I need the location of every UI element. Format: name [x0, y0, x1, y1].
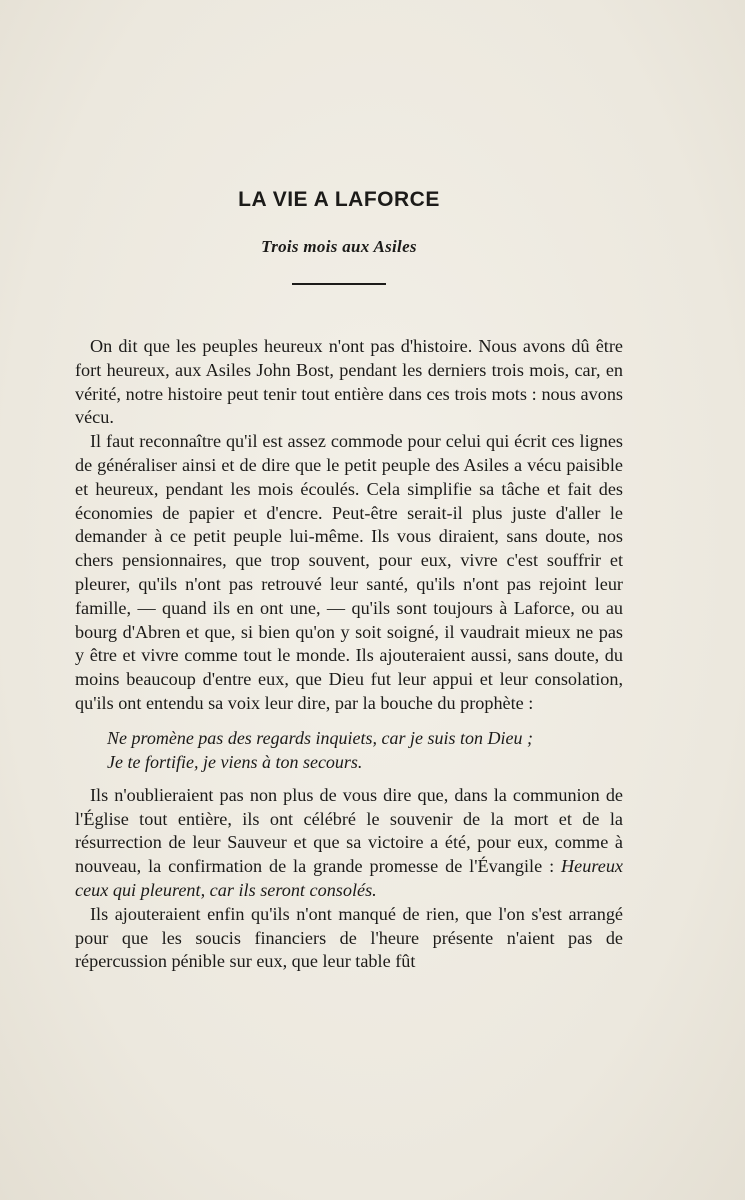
paragraph-2: Il faut reconnaître qu'il est assez commode pour celui qui écrit ces lignes de généraliser ainsi et de dire que le petit peuple des Asiles a vécu paisible et heureux, pendant les mois écoulés. Cela simplifie sa tâche et fait des économies de papier et d'encre. Peut-être serait-il plus juste d'aller le demander à ce petit peuple lui-même. Ils vous diraient, sans doute, nos chers pensionnaires, que trop souvent, pour eux, vivre c'est souffrir et pleurer, qu'ils n'ont pas retrouvé leur santé, qu'ils n'ont pas rejoint leur famille, — quand ils en ont une, — qu'ils sont toujours à Laforce, ou au bourg d'Abren et que, si bien qu'on y soit soigné, il vaudrait mieux ne pas y être et vivre comme tout le monde. Ils ajouteraient aussi, sans doute, du moins beaucoup d'entre eux, que Dieu fut leur appui et leur consolation, qu'ils ont entendu sa voix leur dire, par la bouche du prophète : [75, 431, 623, 713]
paragraph-3-quote: Heureux ceux qui pleurent, car ils seront consolés. [75, 856, 623, 900]
page-title: LA VIE A LAFORCE [238, 188, 440, 211]
scripture-quote [107, 726, 623, 774]
verse-line-1: Ne promène pas des regards inquiets, car je suis ton Dieu ; [107, 727, 533, 748]
paragraph-3 [75, 784, 623, 903]
page-subtitle: Trois mois aux Asiles [261, 237, 417, 256]
title-divider [292, 283, 386, 285]
verse-line-2: Je te fortifie, je viens à ton secours. [107, 751, 363, 772]
paragraph-3-text: Ils n'oublieraient pas non plus de vous dire que, dans la communion de l'Église tout entière, ils ont célébré le souvenir de la mort et de la résurrection de leur Sauveur et que sa victoire a été, pour eux, comme à nouveau, la confirmation de la grande promesse de l'Évangile : [75, 784, 623, 877]
paragraph-4: Ils ajouteraient enfin qu'ils n'ont manqué de rien, que l'on s'est arrangé pour que les soucis financiers de l'heure présente n'aient pas de répercussion pénible sur eux, que leur table fût [75, 903, 623, 972]
paragraph-1: On dit que les peuples heureux n'ont pas d'histoire. Nous avons dû être fort heureux, aux Asiles John Bost, pendant les derniers trois mois, car, en vérité, notre histoire peut tenir tout entière dans ces trois mots : nous avons vécu. [75, 336, 623, 428]
article-body [75, 335, 623, 974]
